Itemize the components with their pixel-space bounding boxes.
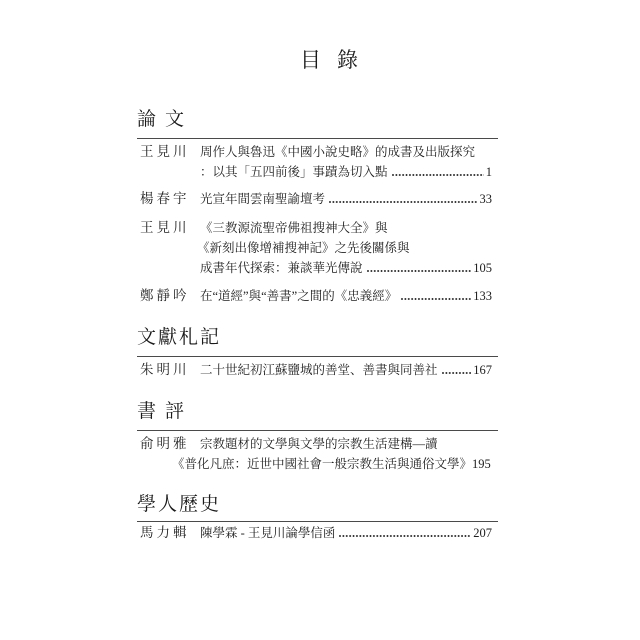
dot-leader	[367, 260, 472, 276]
entry-title-text: ：以其「五四前後」事蹟為切入點	[200, 165, 388, 179]
section-rule	[137, 521, 498, 522]
entry-title-line	[200, 260, 492, 276]
section-heading-scholar-history: 學人歷史	[137, 494, 222, 515]
entry-author: 鄭靜吟	[140, 288, 190, 303]
entry-author: 王見川	[140, 220, 190, 235]
entry-title-text: 光宣年間雲南聖諭壇考	[200, 192, 326, 206]
dot-leader	[442, 362, 472, 378]
entry-title-text: 二十世紀初江蘇鹽城的善堂、善書與同善社	[200, 363, 438, 377]
entry-page-number: 133	[473, 289, 492, 303]
dot-leader	[329, 191, 477, 207]
entry-author: 朱明川	[140, 362, 190, 377]
entry-title-text: 《普化凡庶：近世中國社會一般宗教生活與通俗文學》	[172, 457, 473, 471]
entry-title-line	[200, 525, 492, 541]
entry-author: 楊春宇	[140, 191, 190, 206]
entry-page-number: 167	[473, 363, 492, 377]
entry-page-number: 1	[485, 165, 492, 179]
entry-title-text: 成書年代探索：兼談華光傳說	[200, 261, 363, 275]
entry-title-line	[200, 191, 492, 207]
entry-title-line: 《新刻出像增補搜神記》之先後關係與	[197, 241, 410, 255]
entry-page-number: 105	[473, 261, 492, 275]
section-rule	[137, 356, 498, 357]
entry-title-text: 在“道經”與“善書”之間的《忠義經》	[200, 289, 398, 303]
entry-title-line	[200, 362, 492, 378]
dot-leader	[339, 525, 471, 541]
dot-leader	[401, 288, 471, 304]
entry-page-number: 195	[472, 457, 491, 471]
section-heading-documentary-notes: 文獻札記	[137, 327, 222, 348]
section-heading-book-reviews: 書評	[137, 401, 194, 422]
entry-author: 馬力輯	[140, 525, 190, 540]
entry-title-line: 宗教題材的文學與文學的宗教生活建構—讀	[200, 437, 438, 451]
toc-title: 目錄	[300, 48, 374, 72]
entry-title-text: 陳學霖 - 王見川論學信函	[200, 526, 336, 540]
section-rule	[137, 138, 498, 139]
entry-page-number: 207	[473, 526, 492, 540]
entry-title-line	[200, 288, 492, 304]
section-heading-articles: 論文	[137, 109, 194, 130]
entry-page-number: 33	[479, 192, 492, 206]
entry-author: 俞明雅	[140, 436, 190, 451]
entry-author: 王見川	[140, 144, 190, 159]
entry-title-line: 周作人與魯迅《中國小說史略》的成書及出版探究	[200, 145, 476, 159]
dot-leader	[392, 164, 484, 180]
entry-title-line: 《三教源流聖帝佛祖搜神大全》與	[200, 221, 388, 235]
entry-title-line	[200, 164, 492, 180]
section-rule	[137, 430, 498, 431]
entry-title-line	[172, 456, 491, 472]
